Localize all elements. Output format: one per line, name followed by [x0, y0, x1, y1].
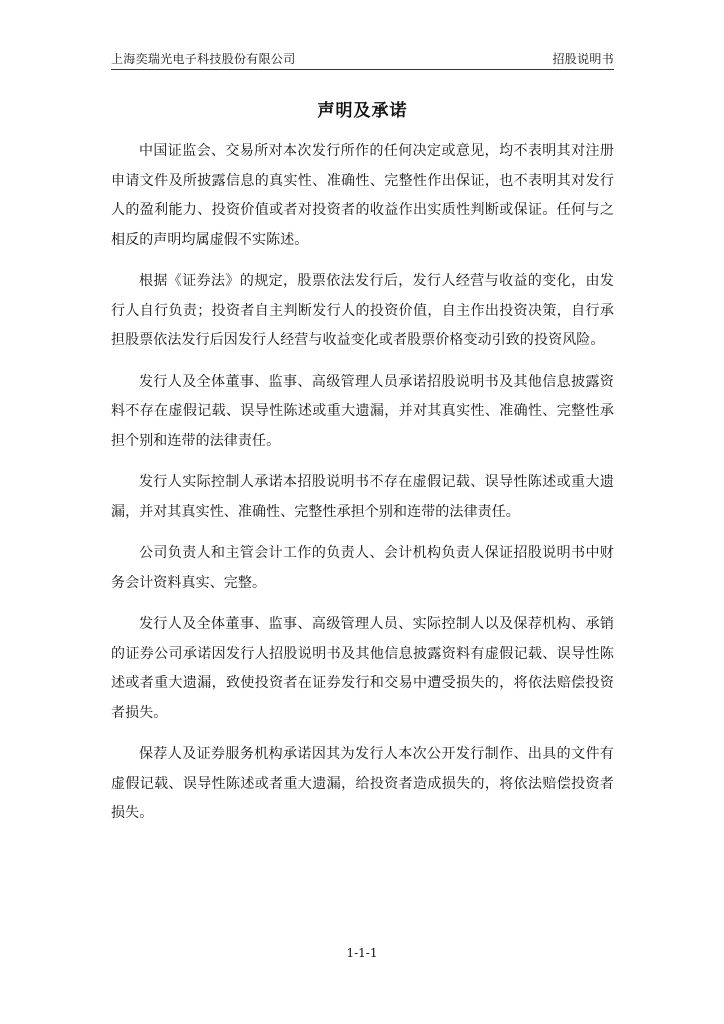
header-company-name: 上海奕瑞光电子科技股份有限公司	[111, 52, 296, 66]
paragraph: 公司负责人和主管会计工作的负责人、会计机构负责人保证招股说明书中财务会计资料真实、完整。	[111, 545, 614, 591]
page-number: 1-1-1	[346, 946, 378, 960]
page-header	[111, 46, 614, 70]
header-document-type: 招股说明书	[552, 52, 614, 66]
paragraph: 发行人实际控制人承诺本招股说明书不存在虚假记载、误导性陈述或重大遗漏，并对其真实性、准确性、完整性承担个别和连带的法律责任。	[111, 474, 614, 520]
page-title: 声明及承诺	[317, 101, 408, 121]
paragraph: 发行人及全体董事、监事、高级管理人员承诺招股说明书及其他信息披露资料不存在虚假记载、误导性陈述或重大遗漏，并对其真实性、准确性、完整性承担个别和连带的法律责任。	[111, 373, 614, 449]
paragraph: 中国证监会、交易所对本次发行所作的任何决定或意见，均不表明其对注册申请文件及所披露信息的真实性、准确性、完整性作出保证，也不表明其对发行人的盈利能力、投资价值或者对投资者的收益作出实质性判断或保证。任何与之相反的声明均属虚假不实陈述。	[111, 143, 614, 248]
paragraph: 根据《证券法》的规定，股票依法发行后，发行人经营与收益的变化，由发行人自行负责；投资者自主判断发行人的投资价值，自主作出投资决策，自行承担股票依法发行后因发行人经营与收益变化或者股票价格变动引致的投资风险。	[111, 273, 614, 348]
document-body	[111, 137, 614, 841]
paragraph: 保荐人及证券服务机构承诺因其为发行人本次公开发行制作、出具的文件有虚假记载、误导性陈述或者重大遗漏，给投资者造成损失的，将依法赔偿投资者损失。	[111, 746, 614, 821]
paragraph: 发行人及全体董事、监事、高级管理人员、实际控制人以及保荐机构、承销的证券公司承诺因发行人招股说明书及其他信息披露资料有虚假记载、误导性陈述或者重大遗漏，致使投资者在证券发行和交易中遭受损失的，将依法赔偿投资者损失。	[111, 616, 614, 721]
